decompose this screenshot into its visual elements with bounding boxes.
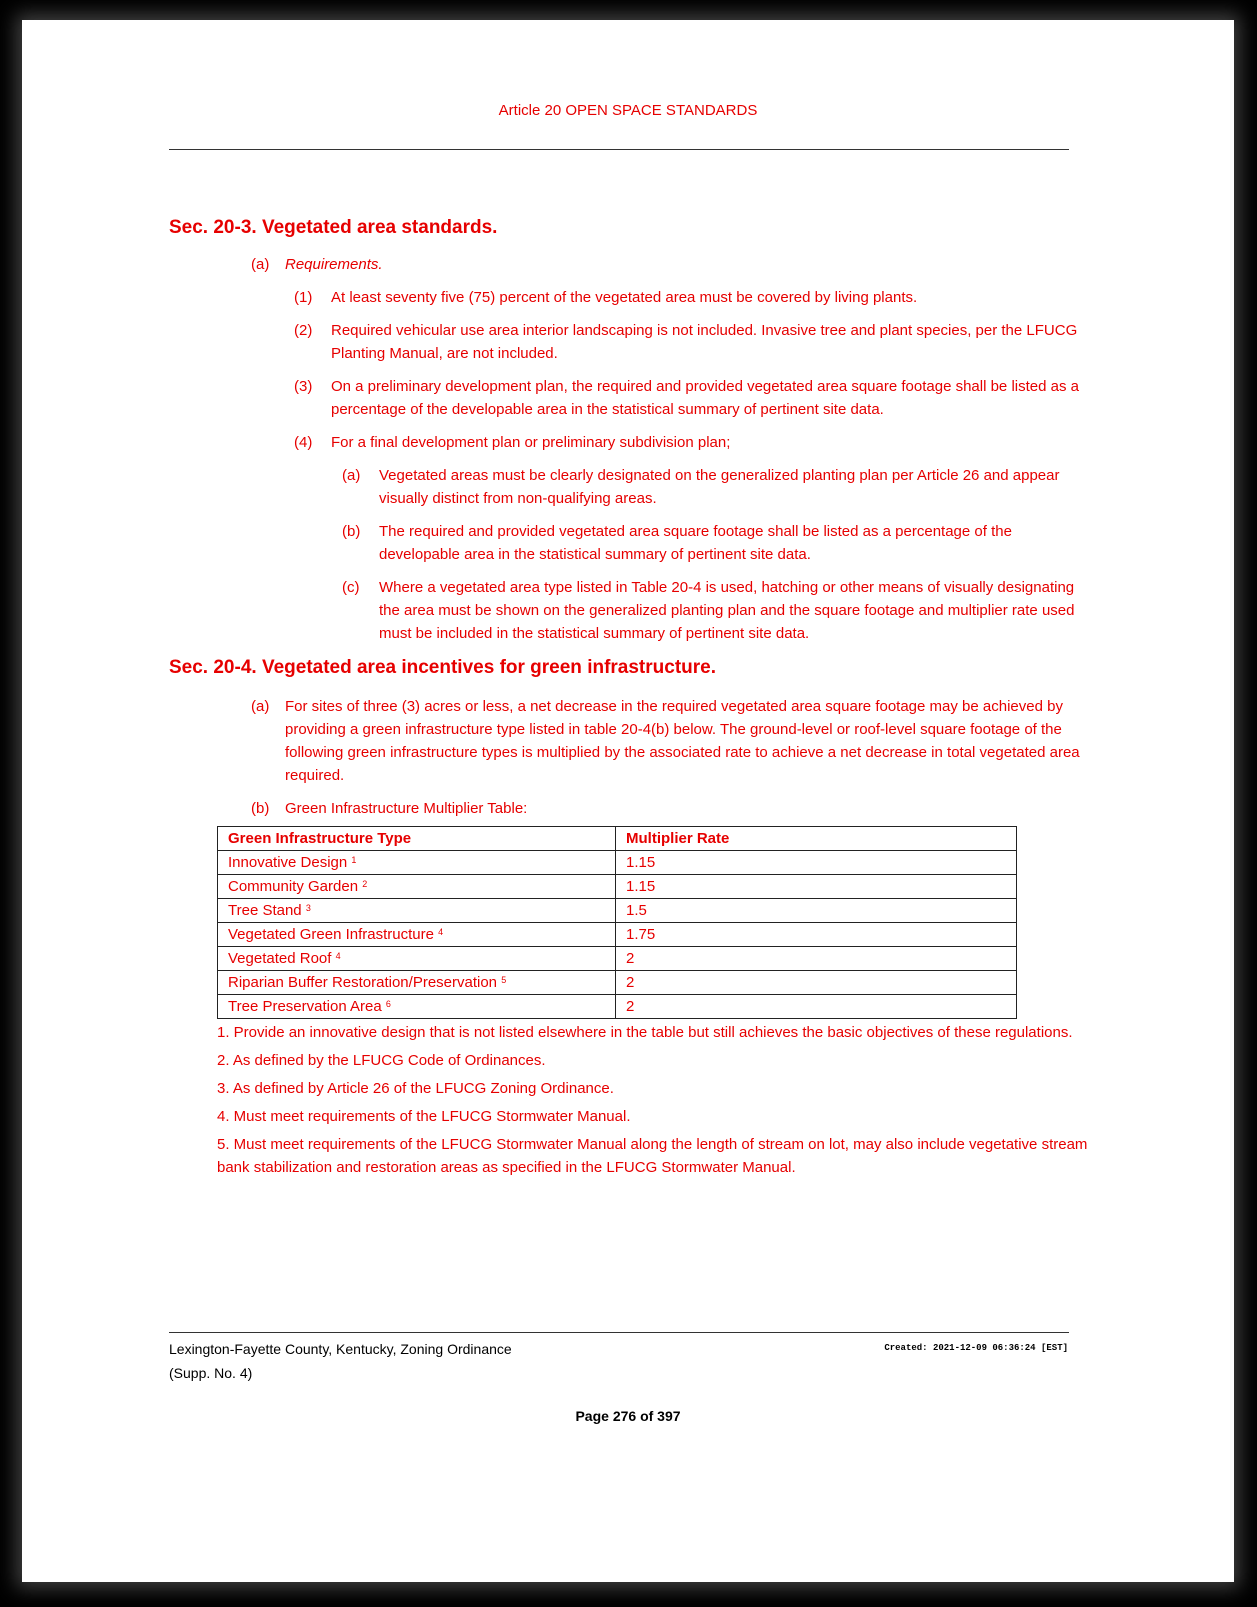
sec4-a-text: For sites of three (3) acres or less, a net decrease in the required vegetated area square footage may be achieved by providing a green infrastructure type listed in table 20-4(b) below. The ground-level or roof-level square footage of the following green infrastructure types is multiplied by the associated rate to achieve a net decrease in total vegetated area required.: [285, 698, 1080, 784]
column-header-type: Green Infrastructure Type: [218, 827, 616, 851]
cell-type: [218, 923, 616, 947]
sec3-item-a: [251, 253, 1089, 276]
sec4-b-label: (b): [251, 800, 270, 817]
cell-type: [218, 971, 616, 995]
document-page: [22, 20, 1234, 1582]
cell-rate: 2: [616, 971, 1017, 995]
sec4-item-a: [251, 695, 1089, 787]
table-row: [218, 899, 1017, 923]
section-20-4-heading: Sec. 20-4. Vegetated area incentives for green infrastructure.: [169, 657, 717, 678]
sub-list-item: [342, 520, 1089, 566]
table-row: [218, 875, 1017, 899]
table-note: 2. As defined by the LFUCG Code of Ordinances.: [217, 1052, 546, 1069]
list-item: [294, 375, 1089, 421]
subitem-text: Vegetated areas must be clearly designated on the generalized planting plan per Article 26 and appear visually distinct from non-qualifying areas.: [379, 467, 1060, 507]
cell-rate: 1.5: [616, 899, 1017, 923]
footnote-ref: 4: [438, 927, 444, 937]
item-label: (4): [294, 434, 313, 451]
table-row: [218, 923, 1017, 947]
list-item: [294, 319, 1089, 365]
cell-rate: 2: [616, 947, 1017, 971]
item-text: On a preliminary development plan, the required and provided vegetated area square footage shall be listed as a percentage of the developable area in the statistical summary of pertinent site data.: [331, 378, 1079, 418]
item-text: For a final development plan or preliminary subdivision plan;: [331, 434, 731, 451]
footnote-ref: 2: [362, 879, 368, 889]
footer-left: [169, 1337, 512, 1385]
multiplier-table: [217, 826, 1017, 1019]
footnote-ref: 5: [501, 975, 507, 985]
table-row: [218, 971, 1017, 995]
table-row: [218, 995, 1017, 1019]
section-20-3-heading: Sec. 20-3. Vegetated area standards.: [169, 217, 498, 238]
cell-type: [218, 899, 616, 923]
subitem-label: (b): [342, 523, 361, 540]
sec3-a-label: (a): [251, 256, 270, 273]
type-text: Innovative Design: [228, 854, 348, 871]
footnote-ref: 4: [335, 951, 341, 961]
sub-list-item: [342, 464, 1089, 510]
cell-rate: 1.15: [616, 851, 1017, 875]
item-label: (1): [294, 289, 313, 306]
cell-type: [218, 995, 616, 1019]
column-header-rate: Multiplier Rate: [616, 827, 1017, 851]
header-rule: [169, 149, 1069, 150]
table-note: 3. As defined by Article 26 of the LFUCG Zoning Ordinance.: [217, 1080, 614, 1097]
footer-ordinance-name: Lexington-Fayette County, Kentucky, Zoning Ordinance: [169, 1341, 512, 1357]
sec3-a-text: Requirements.: [285, 256, 383, 273]
page-content: [169, 215, 1089, 1179]
type-text: Vegetated Green Infrastructure: [228, 926, 434, 943]
type-text: Community Garden: [228, 878, 359, 895]
table-note: 5. Must meet requirements of the LFUCG Stormwater Manual along the length of stream on lot, may also include vegetative stream bank stabilization and restoration areas as specified in the LFUCG Stormwater Manual.: [217, 1136, 1088, 1176]
cell-rate: 2: [616, 995, 1017, 1019]
footer-rule: [169, 1332, 1069, 1333]
list-item: [294, 431, 1089, 454]
cell-rate: 1.75: [616, 923, 1017, 947]
subitem-text: Where a vegetated area type listed in Table 20-4 is used, hatching or other means of visually designating the area must be shown on the generalized planting plan and the square footage and multiplier rate used must be included in the statistical summary of pertinent site data.: [379, 579, 1075, 642]
subitem-label: (c): [342, 579, 360, 596]
cell-type: [218, 851, 616, 875]
item-text: At least seventy five (75) percent of the vegetated area must be covered by living plants.: [331, 289, 918, 306]
item-label: (3): [294, 378, 313, 395]
type-text: Tree Stand: [228, 902, 302, 919]
type-text: Tree Preservation Area: [228, 998, 382, 1015]
table-row: [218, 947, 1017, 971]
item-text: Required vehicular use area interior landscaping is not included. Invasive tree and plant species, per the LFUCG Planting Manual, are not included.: [331, 322, 1078, 362]
footnote-ref: 6: [385, 999, 391, 1009]
cell-type: [218, 947, 616, 971]
footnote-ref: 3: [305, 903, 311, 913]
sec4-item-b: [251, 797, 1089, 820]
footer-supplement: (Supp. No. 4): [169, 1365, 253, 1381]
sec4-b-text: Green Infrastructure Multiplier Table:: [285, 800, 528, 817]
cell-type: [218, 875, 616, 899]
sec4-a-label: (a): [251, 698, 270, 715]
page-header: Article 20 OPEN SPACE STANDARDS: [498, 102, 758, 119]
table-note: 4. Must meet requirements of the LFUCG Stormwater Manual.: [217, 1108, 631, 1125]
table-note: 1. Provide an innovative design that is not listed elsewhere in the table but still achieves the basic objectives of these regulations.: [217, 1024, 1073, 1041]
page-number: Page 276 of 397: [575, 1408, 681, 1424]
subitem-text: The required and provided vegetated area square footage shall be listed as a percentage of the developable area in the statistical summary of pertinent site data.: [379, 523, 1012, 563]
type-text: Vegetated Roof: [228, 950, 332, 967]
footer-created-timestamp: Created: 2021-12-09 06:36:24 [EST]: [884, 1343, 1068, 1353]
footnote-ref: 1: [351, 855, 357, 865]
table-row: [218, 851, 1017, 875]
sub-list-item: [342, 576, 1089, 645]
list-item: [294, 286, 1089, 309]
subitem-label: (a): [342, 467, 361, 484]
type-text: Riparian Buffer Restoration/Preservation: [228, 974, 498, 991]
table-header-row: [218, 827, 1017, 851]
item-label: (2): [294, 322, 313, 339]
cell-rate: 1.15: [616, 875, 1017, 899]
